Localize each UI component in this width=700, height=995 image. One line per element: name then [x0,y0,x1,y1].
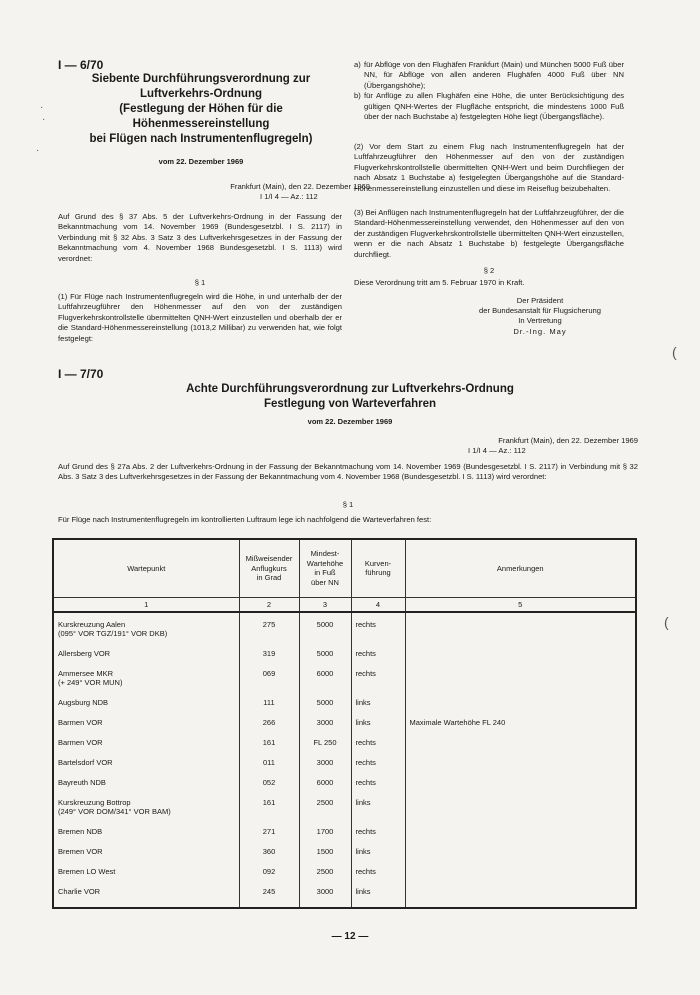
signature-line: Der Präsident [516,296,564,305]
title-line: Siebente Durchführungsverordnung zur [91,73,311,85]
cell-kurvenfuehrung: rechts [351,758,405,778]
header-wartepunkt: Wartepunkt [53,539,239,597]
cell-wartehoehe: 6000 [299,778,351,798]
section2-intro: Auf Grund des § 27a Abs. 2 der Luftverkehrs-Ordnung in der Fassung der Bekanntmachung vom 14. November 1969 (Bundesgesetzbl. I S. 2117) in Verbindung mit § 32 Abs. 3 Satz 3 des Luftverkehrsgesetzes in der Fassung der Bekanntmachung vom 4. November 1968 (Bundesgesetzbl. I S. 1113) wird verordnet: [58,462,638,482]
cell-anflugkurs: 360 [239,847,299,867]
cell-anflugkurs: 161 [239,738,299,758]
column-number: 1 [53,597,239,612]
cell-wartehoehe: 1700 [299,827,351,847]
section1-par2: § 2 [483,266,495,275]
section2-az: I 1/I 4 — Az.: 112 [468,446,526,455]
column-number: 5 [405,597,636,612]
cell-wartepunkt: Augsburg NDB [53,698,239,718]
header-anflugkurs: Mißweisender Anflugkurs in Grad [239,539,299,597]
cell-kurvenfuehrung: rechts [351,867,405,887]
cell-anflugkurs: 271 [239,827,299,847]
cell-anmerkung [405,698,636,718]
title-line: Höhenmessereinstellung [132,118,270,130]
cell-wartepunkt: Bremen LO West [53,867,239,887]
cell-wartehoehe: 3000 [299,718,351,738]
section2-title [60,382,640,412]
section2-place-date: Frankfurt (Main), den 22. Dezember 1969 [498,436,638,445]
cell-kurvenfuehrung: links [351,718,405,738]
column-number-row [53,597,636,612]
cell-kurvenfuehrung: rechts [351,620,405,649]
table-row [53,718,636,738]
scan-mark: · [42,114,46,125]
cell-wartehoehe: 1500 [299,847,351,867]
cell-wartehoehe: 6000 [299,669,351,698]
cell-wartehoehe: 5000 [299,620,351,649]
scan-mark: · [36,145,40,156]
cell-anmerkung [405,758,636,778]
section1-p4: Diese Verordnung tritt am 5. Februar 1970 in Kraft. [354,278,525,287]
cell-anmerkung [405,827,636,847]
section1-az: I 1/I 4 — Az.: 112 [260,192,318,201]
header-wartehoehe: Mindest- Wartehöhe in Fuß über NN [299,539,351,597]
cell-anflugkurs: 161 [239,798,299,827]
cell-anmerkung [405,867,636,887]
section1-ref: I — 6/70 [58,58,104,72]
cell-anmerkung [405,887,636,908]
column-number: 2 [239,597,299,612]
cell-anflugkurs: 052 [239,778,299,798]
table-header-row [53,539,636,597]
cell-wartepunkt: Kurskreuzung Bottrop (249° VOR DOM/341° VOR BAM) [53,798,239,827]
cell-anmerkung [405,649,636,669]
section1-par1: § 1 [194,278,206,287]
table-row [53,867,636,887]
cell-wartepunkt: Bremen NDB [53,827,239,847]
cell-wartepunkt: Allersberg VOR [53,649,239,669]
title-line: bei Flügen nach Instrumentenflugregeln) [89,133,313,145]
cell-kurvenfuehrung: rechts [351,827,405,847]
cell-kurvenfuehrung: links [351,798,405,827]
table-row [53,798,636,827]
section1-items [354,60,624,122]
cell-kurvenfuehrung: rechts [351,669,405,698]
cell-anflugkurs: 092 [239,867,299,887]
cell-wartepunkt: Barmen VOR [53,718,239,738]
cell-wartehoehe: 5000 [299,649,351,669]
cell-kurvenfuehrung: links [351,698,405,718]
cell-wartepunkt: Kurskreuzung Aalen (095° VOR TGZ/191° VOR DKB) [53,620,239,649]
cell-anmerkung [405,798,636,827]
cell-anflugkurs: 275 [239,620,299,649]
section1-p3: (3) Bei Anflügen nach Instrumentenflugregeln hat der Luftfahrzeugführer, der die Standard-Höhenmessereinstellung verwendet, den Höhenmesser auf den von der zuständigen Flugverkehrskontrollstelle übermittelten QNH-Wert einzustellen, wenn er die nach Absatz 1 Buchstabe b) festgelegte Übergangsfläche durchfliegt. [354,208,624,259]
signature-line: der Bundesanstalt für Flugsicherung [479,306,601,316]
section1-place-date: Frankfurt (Main), den 22. Dezember 1969 [230,182,370,191]
signature-line: Dr.-Ing. May [513,326,567,336]
cell-kurvenfuehrung: links [351,887,405,908]
section1-intro: Auf Grund des § 37 Abs. 5 der Luftverkehrs-Ordnung in der Fassung der Bekanntmachung vom 14. November 1969 (Bundesgesetzbl. I S. 2117) in Verbindung mit § 32 Abs. 3 Satz 3 des Luftverkehrsgesetzes in der Fassung der Bekanntmachung vom 4. November 1968 Bundesgesetzbl. I S. 1113) wird verordnet: [58,212,342,263]
scan-mark: ( [664,614,669,630]
table-row [53,620,636,649]
title-line: Achte Durchführungsverordnung zur Luftverkehrs-Ordnung [186,383,514,395]
cell-anflugkurs: 069 [239,669,299,698]
cell-wartehoehe: 3000 [299,758,351,778]
cell-kurvenfuehrung: rechts [351,778,405,798]
cell-anmerkung [405,778,636,798]
header-kurvenfuehrung: Kurven- führung [351,539,405,597]
cell-anflugkurs: 011 [239,758,299,778]
title-line: Festlegung von Warteverfahren [263,398,437,410]
cell-wartepunkt: Barmen VOR [53,738,239,758]
section2-par1: § 1 [342,500,354,509]
cell-anmerkung [405,738,636,758]
section2-p1: Für Flüge nach Instrumentenflugregeln im kontrollierten Luftraum lege ich nachfolgend die Warteverfahren fest: [58,515,432,524]
page-number: — 12 — [331,931,369,942]
table-row [53,827,636,847]
cell-kurvenfuehrung: links [351,847,405,867]
cell-anmerkung: Maximale Wartehöhe FL 240 [409,717,506,727]
table-row [53,758,636,778]
column-number: 4 [351,597,405,612]
section1-date: vom 22. Dezember 1969 [158,157,244,166]
cell-wartehoehe: 2500 [299,798,351,827]
cell-anmerkung [405,669,636,698]
cell-anflugkurs: 245 [239,887,299,908]
cell-anflugkurs: 111 [239,698,299,718]
table-row [53,698,636,718]
table-row [53,847,636,867]
cell-wartepunkt: Bremen VOR [53,847,239,867]
cell-wartehoehe: 2500 [299,867,351,887]
list-item: b) für Anflüge zu allen Flughäfen eine Höhe, die unter Berücksichtigung des gültigen QNH-Wertes der Flugfläche entspricht, die mindestens 1000 Fuß über der nach Buchstabe a) festgelegten Höhe liegt (Übergangsfläche). [354,91,624,122]
cell-wartepunkt: Bayreuth NDB [53,778,239,798]
holding-table [52,538,637,909]
section1-signature [440,296,640,337]
cell-anflugkurs: 319 [239,649,299,669]
table-row [53,649,636,669]
signature-line: In Vertretung [518,316,562,326]
section1-p2: (2) Vor dem Start zu einem Flug nach Instrumentenflugregeln hat der Luftfahrzeugführer den Höhenmesser auf den von der zuständigen Flugverkehrskontrollstelle übermittelten QNH-Wert und beim Durchfliegen der nach Absatz 1 Buchstabe a) festgelegten Übergangshöhe auf die Standard-Höhenmessereinstellung einzustellen und diese im Reiseflug beizubehalten. [354,142,624,193]
cell-wartepunkt: Charlie VOR [53,887,239,908]
table-row [53,738,636,758]
cell-anmerkung [405,620,636,649]
cell-wartepunkt: Bartelsdorf VOR [53,758,239,778]
table-row [53,778,636,798]
cell-anmerkung [405,847,636,867]
cell-wartehoehe: 3000 [299,887,351,908]
scan-mark: ( [672,344,677,360]
list-item: a) für Abflüge von den Flughäfen Frankfurt (Main) und München 5000 Fuß über NN, für Abflüge von allen anderen Flughäfen 4000 Fuß über NN (Übergangshöhe); [354,60,624,90]
section2-date: vom 22. Dezember 1969 [307,417,393,426]
cell-wartepunkt: Ammersee MKR (+ 249° VOR MUN) [53,669,239,698]
scan-mark: · [40,102,44,113]
cell-anflugkurs: 266 [239,718,299,738]
column-number: 3 [299,597,351,612]
title-line: Luftverkehrs-Ordnung [139,88,263,100]
cell-kurvenfuehrung: rechts [351,649,405,669]
table-row [53,887,636,908]
header-anmerkungen: Anmerkungen [405,539,636,597]
cell-wartehoehe: FL 250 [299,738,351,758]
section1-p1: (1) Für Flüge nach Instrumentenflugregeln wird die Höhe, in und unterhalb der der Luftfahrzeugführer den Höhenmesser auf den von der zuständigen Flugverkehrskontrollstelle übermittelten QNH-Wert einzustellen und oberhalb der er die Standard-Höhenmessereinstellung (1013,2 Millibar) zu verwenden hat, wie folgt festgelegt: [58,292,342,343]
cell-wartehoehe: 5000 [299,698,351,718]
cell-kurvenfuehrung: rechts [351,738,405,758]
section2-ref: I — 7/70 [58,367,104,381]
table-row [53,669,636,698]
title-line: (Festlegung der Höhen für die [119,103,283,115]
section1-title [60,72,342,147]
